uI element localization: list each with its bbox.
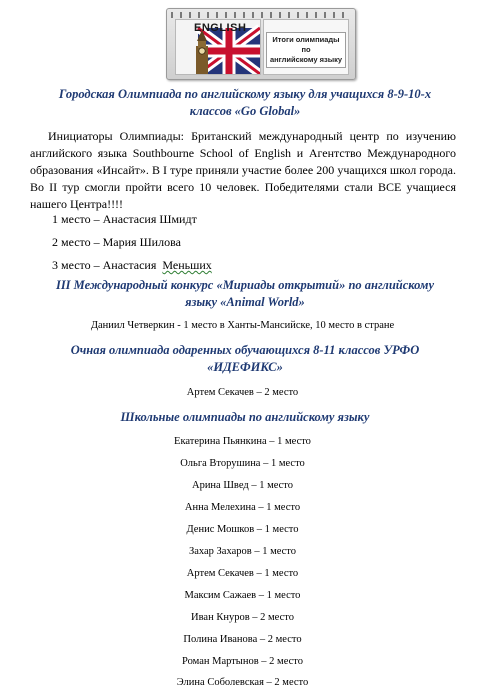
heading-line: «ИДЕФИКС» xyxy=(207,360,283,374)
result-line: Артем Секачев – 2 место xyxy=(186,387,299,398)
english-logo-text: ENGLISH xyxy=(194,22,247,34)
result-line: Даниил Четверкин - 1 место в Ханты-Мансийске, 10 место в стране xyxy=(90,320,395,331)
place-item: 2 место – Мария Шилова xyxy=(52,235,181,249)
result-line: Захар Захаров – 1 место xyxy=(188,546,297,557)
paragraph-line: английского языка Southbourne School of English и Агентство Международного xyxy=(30,146,456,160)
result-line: Анна Мелехина – 1 место xyxy=(184,502,301,513)
paragraph-line: образования «Инсайт». В I туре приняли участие более 200 учащихся школ города. xyxy=(30,163,456,177)
result-line: Максим Сажаев – 1 место xyxy=(184,590,301,601)
section-heading-animal-world xyxy=(30,277,460,311)
banner-image xyxy=(166,8,356,80)
result-line: Элина Соболевская – 2 место xyxy=(176,677,309,688)
result-line: Арина Швед – 1 место xyxy=(191,480,293,491)
result-line: Денис Мошков – 1 место xyxy=(186,524,299,535)
place-item xyxy=(52,258,212,273)
section-heading-idefix xyxy=(30,342,460,376)
section-heading-go-global xyxy=(30,86,460,120)
binder-rings xyxy=(171,12,351,18)
banner-caption-line: английскому языку xyxy=(269,55,343,64)
heading-line: Очная олимпиада одаренных обучающихся 8-11 классов УРФО xyxy=(70,343,420,357)
heading-line: Школьные олимпиады по английскому языку xyxy=(120,410,370,424)
result-line: Иван Кнуров – 2 место xyxy=(191,612,294,623)
banner-caption-line: Итоги олимпиады xyxy=(272,35,340,44)
heading-line: Городская Олимпиада по английскому языку для учащихся 8-9-10-х xyxy=(58,87,432,101)
place-item: 1 место – Анастасия Шмидт xyxy=(52,212,197,226)
banner-caption xyxy=(266,32,346,68)
place-name-spellcheck: Меньших xyxy=(162,258,212,272)
heading-line: классов «Go Global» xyxy=(189,104,301,118)
result-line: Роман Мартынов – 2 место xyxy=(182,656,303,667)
result-line: Артем Секачев – 1 место xyxy=(186,568,299,579)
result-line: Екатерина Пьянкина – 1 место xyxy=(174,436,311,447)
result-line: Ольга Вторушина – 1 место xyxy=(180,458,305,469)
initiators-paragraph xyxy=(30,128,456,213)
paragraph-line: нашего Центра!!!! xyxy=(30,197,124,211)
paragraph-line: Инициаторы Олимпиады: Британский международный центр по изучению xyxy=(48,129,456,143)
banner-caption-line: по xyxy=(301,45,311,54)
place-prefix: 3 место – Анастасия xyxy=(52,258,163,272)
banner-right-page xyxy=(263,19,349,75)
paragraph-line: Во II тур смогли пройти всего 10 человек. Победителями стали ВСЕ учащиеся xyxy=(30,180,456,194)
result-line: Полина Иванова – 2 место xyxy=(183,634,302,645)
banner-left-page xyxy=(175,19,261,75)
heading-line: III Международный конкурс «Мириады открытий» по английскому xyxy=(55,278,435,292)
section-heading-school-olympiads xyxy=(30,409,460,426)
heading-line: языку «Animal World» xyxy=(185,295,305,309)
